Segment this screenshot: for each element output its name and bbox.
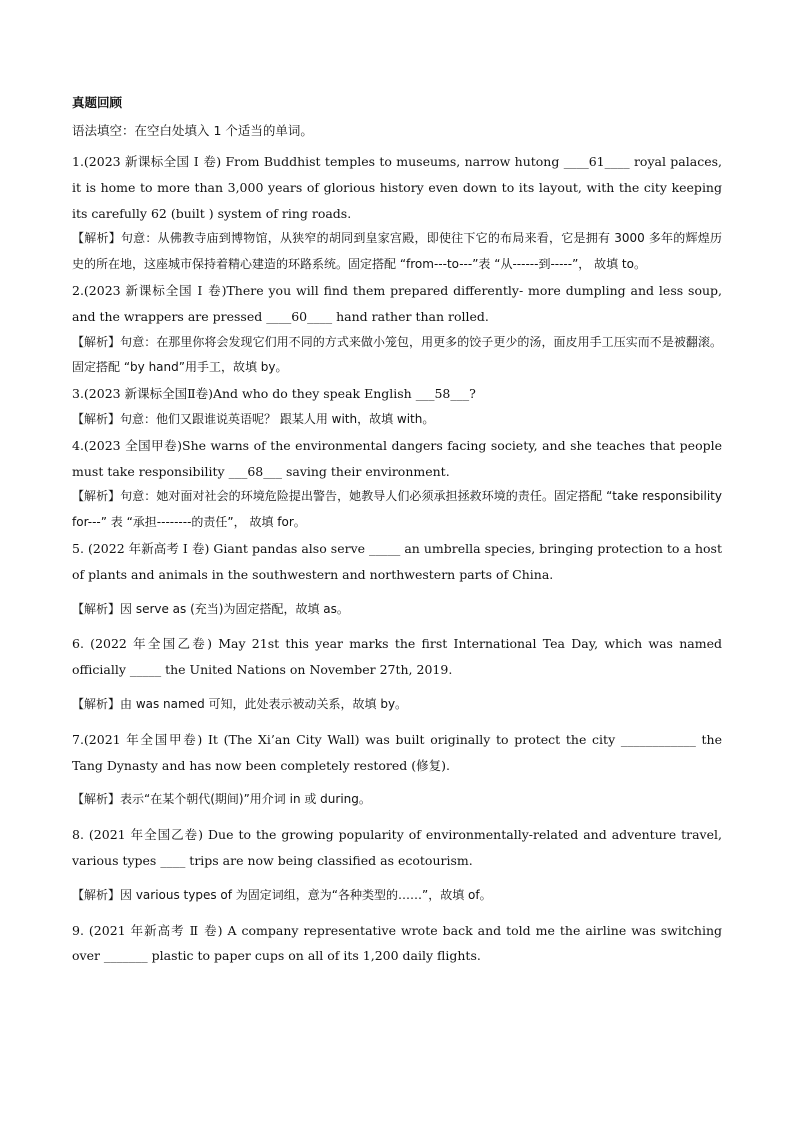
question-8: 8. (2021 年全国乙卷) Due to the growing popularity of environmentally-related and adventure travel, various types ____ trips are now being classified as ecotourism. <box>72 827 722 868</box>
instruction-text: 语法填空：在空白处填入 1 个适当的单词。 <box>72 123 313 138</box>
answer-2: 【解析】句意：在那里你将会发现它们用不同的方式来做小笼包，用更多的饺子更少的汤，面皮用手工压实而不是被翻滚。固定搭配 “by hand”用手工，故填 by。 <box>72 334 722 375</box>
answer-1: 【解析】句意：从佛教寺庙到博物馆，从狭窄的胡同到皇家宫殿，即使往下它的布局来看，它是拥有 3000 多年的辉煌历史的所在地，这座城市保持着精心建造的环路系统。固定搭配 “from---to---”表 “从------到-----”， 故填 to。 <box>72 231 722 272</box>
question-2: 2.(2023 新课标全国 Ⅰ 卷)There you will find them prepared differently- more dumpling and less soup, and the wrappers are pressed ____60____ hand rather than rolled. <box>72 282 722 324</box>
question-5: 5. (2022 年新高考 Ⅰ 卷) Giant pandas also serve _____ an umbrella species, bringing protection to a host of plants and animals in the southwestern and northwestern parts of China. <box>72 540 722 582</box>
question-1: 1.(2023 新课标全国 Ⅰ 卷) From Buddhist temples to museums, narrow hutong ____61____ royal palaces, it is home to more than 3,000 years of glorious history even down to its layout, with the city keeping its carefully 62 (built ) system of ring roads. <box>72 154 722 221</box>
answer-6: 【解析】由 was named 可知，此处表示被动关系，故填 by。 <box>72 696 408 711</box>
section-title: 真题回顾 <box>72 95 123 110</box>
answer-3: 【解析】句意：他们又跟谁说英语呢？ 跟某人用 with，故填 with。 <box>72 411 435 426</box>
question-3: 3.(2023 新课标全国Ⅱ卷)And who do they speak English ___58___? <box>72 386 476 402</box>
question-7: 7.(2021 年全国甲卷) It (The Xi’an City Wall) was built originally to protect the city ____________ the Tang Dynasty and has now been completely restored (修复). <box>72 731 722 773</box>
document-page <box>72 94 722 969</box>
question-9: 9. (2021 年新高考 Ⅱ 卷) A company representative wrote back and told me the airline was switching over _______ plastic to paper cups on all of its 1,200 daily flights. <box>72 922 722 964</box>
answer-7: 【解析】表示“在某个朝代(期间)”用介词 in 或 during。 <box>72 792 371 807</box>
answer-5: 【解析】因 serve as (充当)为固定搭配，故填 as。 <box>72 601 349 616</box>
question-6: 6. (2022 年全国乙卷) May 21st this year marks the first International Tea Day, which was named officially _____ the United Nations on November 27th, 2019. <box>72 636 722 678</box>
answer-4: 【解析】句意：她对面对社会的环境危险提出警告，她教导人们必须承担拯救环境的责任。固定搭配 “take responsibility for---” 表 “承担--------的责任”， 故填 for。 <box>72 489 722 530</box>
answer-8: 【解析】因 various types of 为固定词组，意为“各种类型的……”，故填 of。 <box>72 887 492 902</box>
question-4: 4.(2023 全国甲卷)She warns of the environmental dangers facing society, and she teaches that people must take responsibility ___68___ saving their environment. <box>72 437 722 479</box>
